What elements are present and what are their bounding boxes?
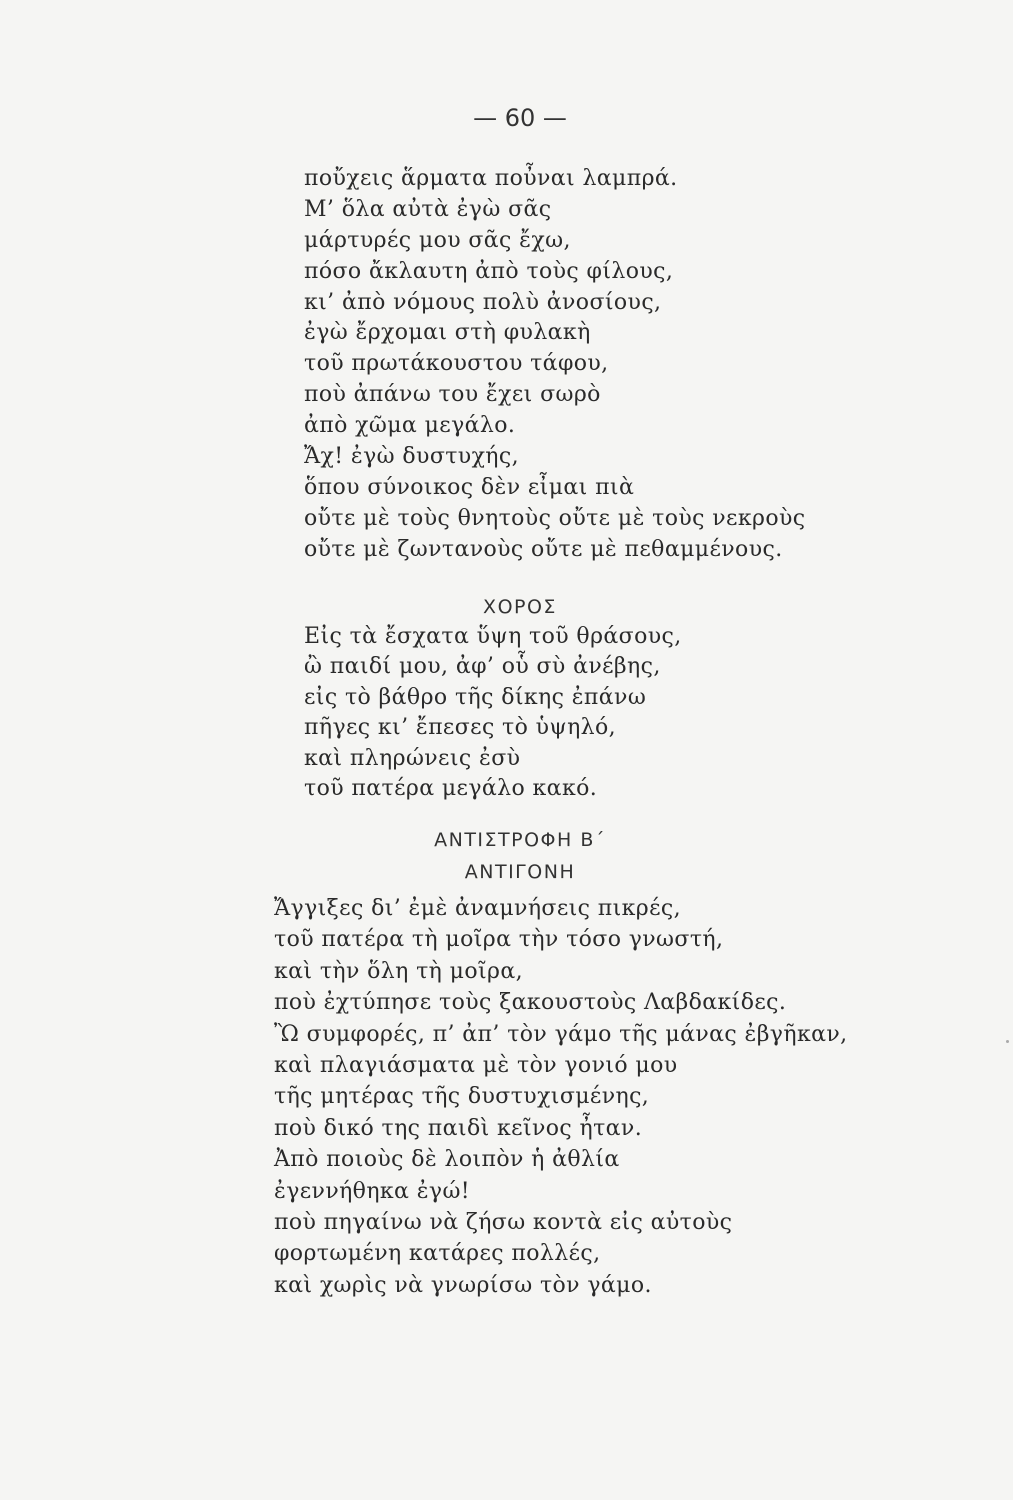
verse-line: ἐγὼ ἔρχομαι στὴ φυλακὴ xyxy=(304,320,591,346)
verse-block-chorus xyxy=(304,622,682,804)
verse-line: καὶ χωρὶς νὰ γνωρίσω τὸν γάμο. xyxy=(274,1272,652,1298)
speaker-heading-choros: ΧΟΡΟΣ xyxy=(483,596,557,618)
verse-line: φορτωμένη κατάρες πολλές, xyxy=(274,1241,601,1267)
verse-line: Ἀπὸ ποιοὺς δὲ λοιπὸν ἡ ἀθλία xyxy=(274,1147,620,1173)
verse-line: ποὺ δικό της παιδὶ κεῖνος ἦταν. xyxy=(274,1115,643,1141)
verse-line: ποὺ ἐχτύπησε τοὺς ξακουστοὺς Λαβδακίδες. xyxy=(274,990,787,1016)
verse-line: καὶ πλαγιάσματα μὲ τὸν γονιό μου xyxy=(274,1052,678,1078)
verse-line: οὔτε μὲ ζωντανοὺς οὔτε μὲ πεθαμμένους. xyxy=(304,536,783,562)
verse-line: Εἰς τὰ ἔσχατα ὕψη τοῦ θράσους, xyxy=(304,624,682,649)
verse-line: Μ’ ὅλα αὐτὰ ἐγὼ σᾶς xyxy=(304,196,552,222)
verse-line: μάρτυρές μου σᾶς ἔχω, xyxy=(304,227,571,253)
page-number: — 60 — xyxy=(473,104,567,132)
verse-line: τοῦ πατέρα μεγάλο κακό. xyxy=(304,775,598,801)
verse-line: πόσο ἄκλαυτη ἀπὸ τοὺς φίλους, xyxy=(304,258,674,284)
verse-line: καὶ τὴν ὅλη τὴ μοῖρα, xyxy=(274,958,524,984)
verse-line: ὢ παιδί μου, ἀφ’ οὗ σὺ ἀνέβης, xyxy=(304,654,661,680)
verse-line: εἰς τὸ βάθρο τῆς δίκης ἐπάνω xyxy=(304,684,647,710)
speaker-heading-antigoni: ΑΝΤΙΓΟΝΗ xyxy=(464,861,576,883)
verse-line: ποὺ πηγαίνω νὰ ζήσω κοντὰ εἰς αὐτοὺς xyxy=(274,1209,733,1235)
verse-line: Ἄγγιξες δι’ ἐμὲ ἀναμνήσεις πικρές, xyxy=(274,896,682,921)
verse-line: τῆς μητέρας τῆς δυστυχισμένης, xyxy=(274,1084,650,1110)
verse-line: τοῦ πατέρα τὴ μοῖρα τὴν τόσο γνωστή, xyxy=(274,927,724,953)
verse-line: ἀπὸ χῶμα μεγάλο. xyxy=(304,413,516,439)
verse-block-antigone-reply xyxy=(274,893,848,1301)
verse-line: Ὢ συμφορές, π’ ἀπ’ τὸν γάμο τῆς μάνας ἐβγῆκαν, xyxy=(274,1021,848,1047)
verse-line: καὶ πληρώνεις ἐσὺ xyxy=(304,745,521,771)
verse-line: κι’ ἀπὸ νόμους πολὺ ἀνοσίους, xyxy=(304,289,662,315)
verse-line: ὅπου σύνοικος δὲν εἶμαι πιὰ xyxy=(304,474,635,500)
section-heading-antistrofi: ΑΝΤΙΣΤΡΟΦΗ Β΄ xyxy=(434,829,606,851)
verse-line: ἐγεννήθηκα ἐγώ! xyxy=(274,1178,471,1204)
verse-line: οὔτε μὲ τοὺς θνητοὺς οὔτε μὲ τοὺς νεκροὺς xyxy=(304,505,806,531)
verse-line: Ἄχ! ἐγὼ δυστυχής, xyxy=(304,444,520,470)
verse-line: πῆγες κι’ ἔπεσες τὸ ὑψηλό, xyxy=(304,715,617,741)
verse-line: ποὔχεις ἅρματα ποὖναι λαμπρά. xyxy=(304,166,678,191)
margin-speck xyxy=(1006,1040,1009,1043)
verse-block-antigone-lament xyxy=(304,164,805,566)
verse-line: τοῦ πρωτάκουστου τάφου, xyxy=(304,351,609,377)
verse-line: ποὺ ἀπάνω του ἔχει σωρὸ xyxy=(304,382,601,408)
